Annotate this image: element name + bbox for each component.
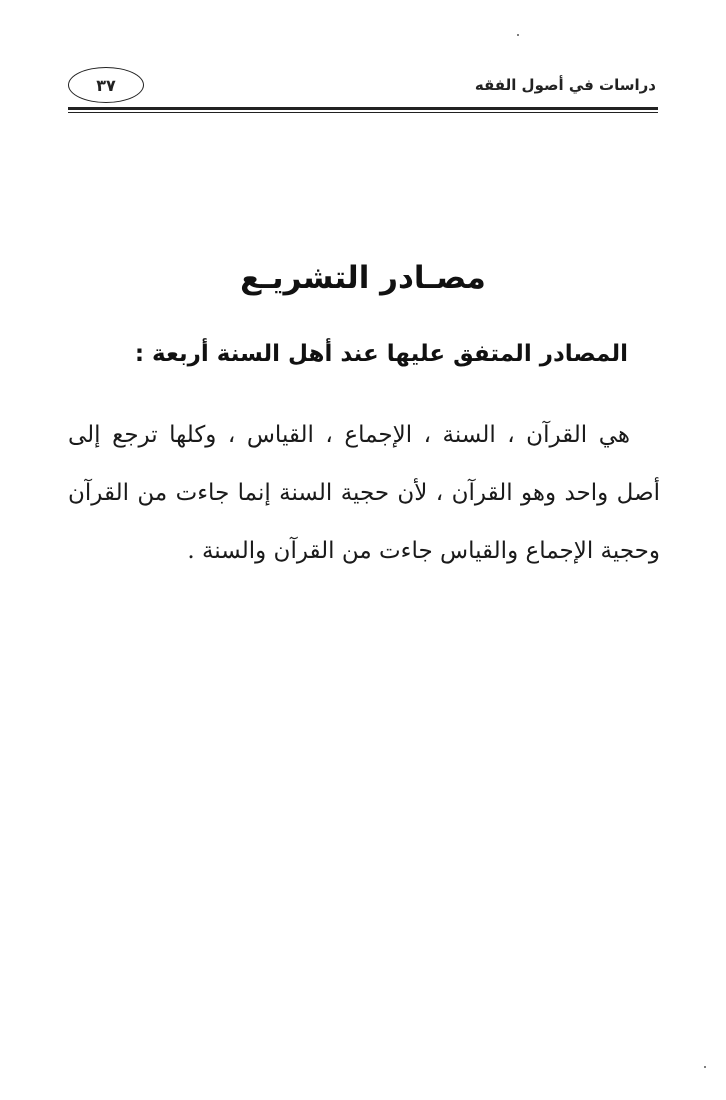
- page-header: [68, 66, 658, 106]
- scan-speck: [704, 1066, 706, 1068]
- running-title: دراسات في أصول الفقه: [474, 76, 656, 94]
- section-heading: المصادر المتفق عليها عند أهل السنة أربعة :: [134, 341, 628, 367]
- header-rule-thin: [68, 112, 658, 113]
- page-number-oval: [68, 67, 144, 103]
- chapter-title: مصـادر التشريـع: [240, 260, 486, 296]
- header-rule-thick: [68, 107, 658, 110]
- page-number: ٣٧: [96, 75, 116, 95]
- scan-speck: [517, 34, 519, 36]
- body-paragraph: هي القرآن ، السنة ، الإجماع ، القياس ، وكلها ترجع إلى أصل واحد وهو القرآن ، لأن حجية السنة إنما جاءت من القرآن وحجية الإجماع والقياس جاءت من القرآن والسنة .: [68, 422, 660, 564]
